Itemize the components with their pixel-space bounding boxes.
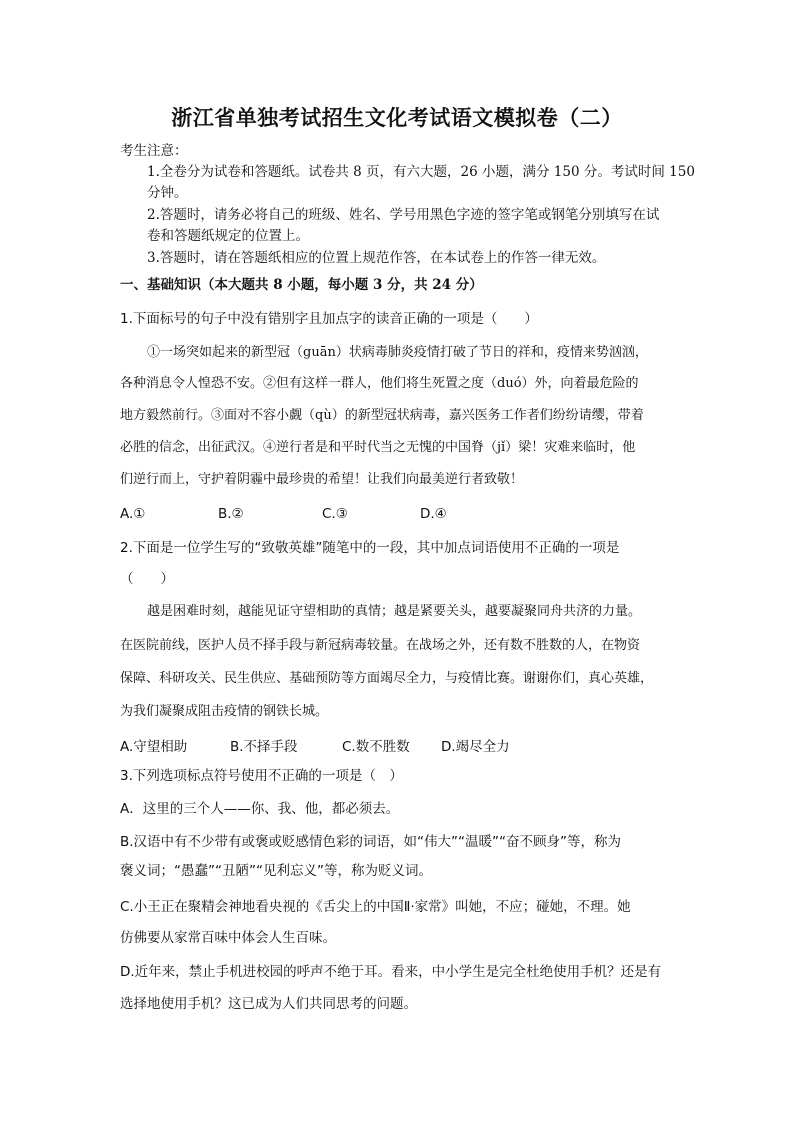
question-2-passage-line: 保障、科研攻关、民生供应、基础预防等方面竭尽全力，与疫情比赛。谢谢你们，真心英雄，: [120, 671, 654, 686]
question-3-option-a: A．这里的三个人——你、我、他，都必须去。: [120, 801, 400, 817]
question-2-option-c: C.数不胜数: [342, 739, 410, 755]
notice-item-2-line-1: 2.答题时，请务必将自己的班级、姓名、学号用黑色字迹的签字笔或钢笔分别填写在试: [147, 207, 660, 223]
question-2-option-d: D.竭尽全力: [441, 739, 510, 755]
page-title: 浙江省单独考试招生文化考试语文模拟卷（二）: [171, 105, 623, 130]
question-1-option-c: C.③: [322, 506, 348, 522]
question-1-option-b: B.②: [218, 506, 244, 522]
question-1-passage-line: 地方毅然前行。③面对不容小觑（qù）的新型冠状病毒，嘉兴医务工作者们纷纷请缨，带着: [120, 408, 644, 423]
notice-heading: 考生注意：: [120, 143, 188, 159]
question-2-option-b: B.不择手段: [230, 739, 298, 755]
question-3-option-c-line-1: C.小王正在聚精会神地看央视的《舌尖上的中国Ⅱ·家常》叫她，不应；碰她，不理。她: [120, 899, 631, 915]
question-1-option-d: D.④: [420, 506, 447, 522]
question-3-option-b-line-2: 褒义词；“愚蠢”“丑陋”“见利忘义”等，称为贬义词。: [120, 863, 432, 879]
question-1-option-a: A.①: [120, 506, 146, 522]
question-1-passage-line: 各种消息令人惶恐不安。②但有这样一群人，他们将生死置之度（duó）外，向着最危险的: [120, 376, 639, 391]
question-3-option-b-line-1: B.汉语中有不少带有或褒或贬感情色彩的词语，如“伟大”“温暖”“奋不顾身”等，称为: [120, 834, 622, 850]
question-2-option-a: A.守望相助: [120, 739, 188, 755]
question-2-stem-line-1: 2.下面是一位学生写的“致敬英雄”随笔中的一段，其中加点词语使用不正确的一项是: [120, 540, 620, 556]
question-3-stem: 3.下列选项标点符号使用不正确的一项是（ ）: [120, 768, 403, 784]
notice-item-3: 3.答题时，请在答题纸相应的位置上规范作答，在本试卷上的作答一律无效。: [147, 250, 606, 266]
question-2-stem-line-2: （ ）: [120, 571, 174, 587]
section-1-heading: 一、基础知识（本大题共 8 小题，每小题 3 分，共 24 分）: [120, 277, 483, 293]
question-2-passage-line: 越是困难时刻，越能见证守望相助的真情；越是紧要关头，越要凝聚同舟共济的力量。: [147, 604, 642, 619]
question-1-passage-line: ①一场突如起来的新型冠（guān）状病毒肺炎疫情打破了节日的祥和，疫情来势汹汹，: [147, 345, 648, 360]
question-2-passage-line: 在医院前线，医护人员不择手段与新冠病毒较量。在战场之外，还有数不胜数的人，在物资: [120, 638, 641, 653]
question-2-passage-line: 为我们凝聚成阻击疫情的钢铁长城。: [120, 704, 329, 719]
question-1-stem: 1.下面标号的句子中没有错别字且加点字的读音正确的一项是（ ）: [120, 311, 538, 327]
notice-item-1-line-2: 分钟。: [147, 185, 188, 201]
question-3-option-d-line-2: 选择地使用手机？这已成为人们共同思考的问题。: [120, 996, 417, 1012]
question-1-passage-line: 必胜的信念，出征武汉。④逆行者是和平时代当之无愧的中国脊（jǐ）梁！灾难来临时，他: [120, 440, 636, 455]
notice-item-1-line-1: 1.全卷分为试卷和答题纸。试卷共 8 页，有六大题，26 小题，满分 150 分。考试时间 150: [147, 164, 695, 180]
question-3-option-c-line-2: 仿佛要从家常百味中体会人生百味。: [120, 930, 336, 946]
question-1-passage-line: 们逆行而上，守护着阴霾中最珍贵的希望！让我们向最美逆行者致敬！: [120, 472, 524, 487]
question-3-option-d-line-1: D.近年来，禁止手机进校园的呼声不绝于耳。看来，中小学生是完全杜绝使用手机？还是有: [120, 964, 662, 980]
notice-item-2-line-2: 卷和答题纸规定的位置上。: [147, 228, 309, 244]
